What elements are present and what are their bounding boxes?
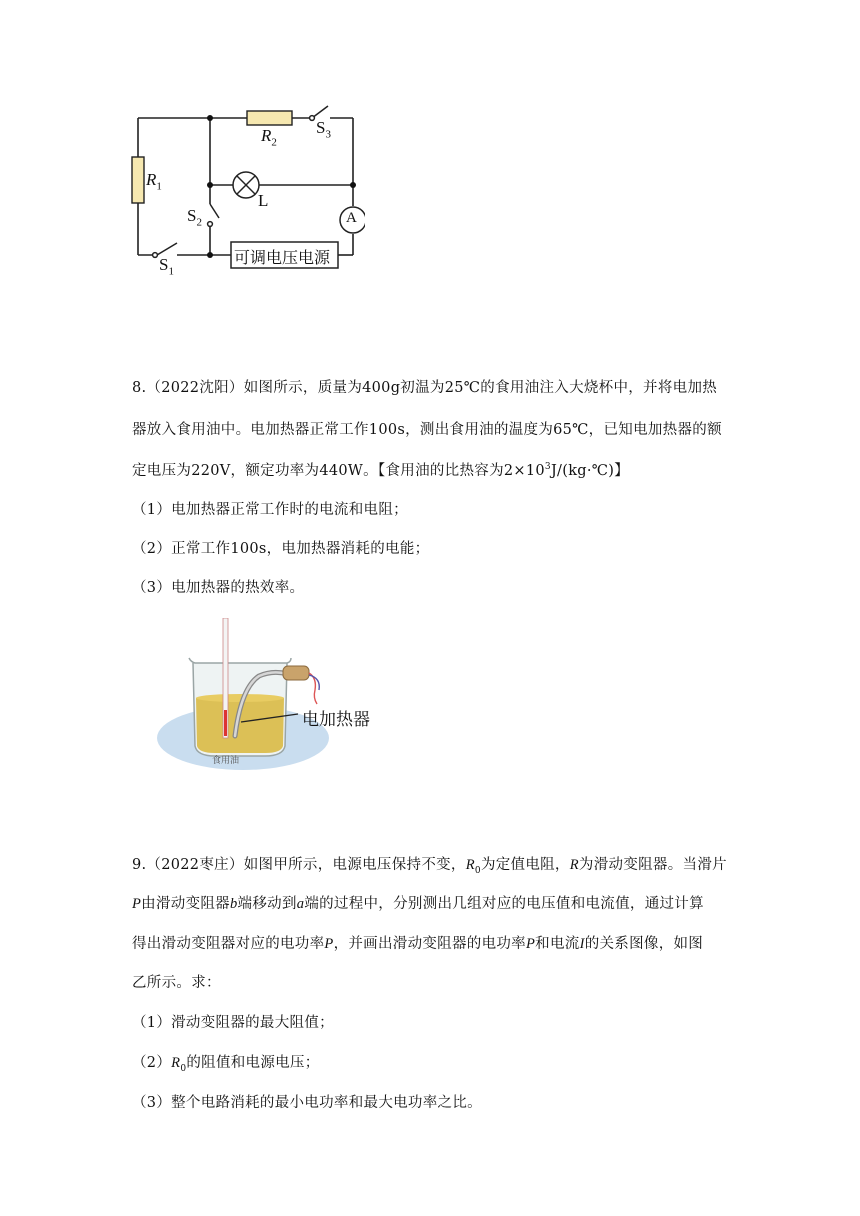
- q9-item-1: （1）滑动变阻器的最大阻值；: [132, 1015, 334, 1031]
- q9-line-1: 9.（2022枣庄）如图甲所示，电源电压保持不变，$R_0$为定值电阻，R为滑动变阻器。当滑片: [132, 857, 727, 876]
- q9-line-2: P由滑动变阻器b端移动到a端的过程中，分别测出几组对应的电压值和电流值，通过计算: [132, 896, 704, 912]
- label-r1: $R_1$: [146, 170, 162, 193]
- q9-item-3: （3）整个电路消耗的最小电功率和最大电功率之比。: [132, 1095, 482, 1111]
- label-r2: $R_2$: [261, 126, 277, 149]
- resistor-r2: [247, 111, 292, 125]
- label-s3: $S_3$: [316, 118, 331, 141]
- q8-item-1: （1）电加热器正常工作时的电流和电阻；: [132, 502, 408, 518]
- q8-item-2: （2）正常工作100s，电加热器消耗的电能；: [132, 541, 430, 557]
- q8-line-3: 定电压为220V，额定功率为440W。【食用油的比热容为$2\times 10^3J/(kg\cdot℃)$】: [132, 462, 630, 479]
- label-ammeter: A: [346, 210, 357, 226]
- q8-item-3: （3）电加热器的热效率。: [132, 580, 305, 596]
- label-s1: $S_1$: [159, 255, 174, 278]
- q9-line-4: 乙所示。求：: [132, 975, 221, 991]
- q9-line-3: 得出滑动变阻器对应的电功率P，并画出滑动变阻器的电功率P和电流I的关系图像，如图: [132, 936, 704, 952]
- label-lamp: L: [258, 191, 269, 210]
- q9-item-2: $(2)R_0$的阻值和电源电压；: [132, 1055, 320, 1074]
- label-s2: $S_2$: [187, 206, 202, 229]
- lamp-icon: [233, 172, 259, 198]
- q8-line-2: 器放入食用油中。电加热器正常工作100s，测出食用油的温度为65℃，已知电加热器的额: [132, 422, 722, 438]
- beaker-figure: [155, 618, 395, 778]
- resistor-r1: [132, 157, 144, 203]
- q8-line-1: 8.（2022沈阳）如图所示，质量为400g初温为25℃的食用油注入大烧杯中，并将电加热: [132, 380, 718, 396]
- switch-s2: [208, 204, 219, 226]
- power-source-label: 可调电压电源: [234, 248, 331, 267]
- heater-label: 电加热器: [302, 710, 370, 730]
- oil-label: 食用油: [212, 756, 240, 766]
